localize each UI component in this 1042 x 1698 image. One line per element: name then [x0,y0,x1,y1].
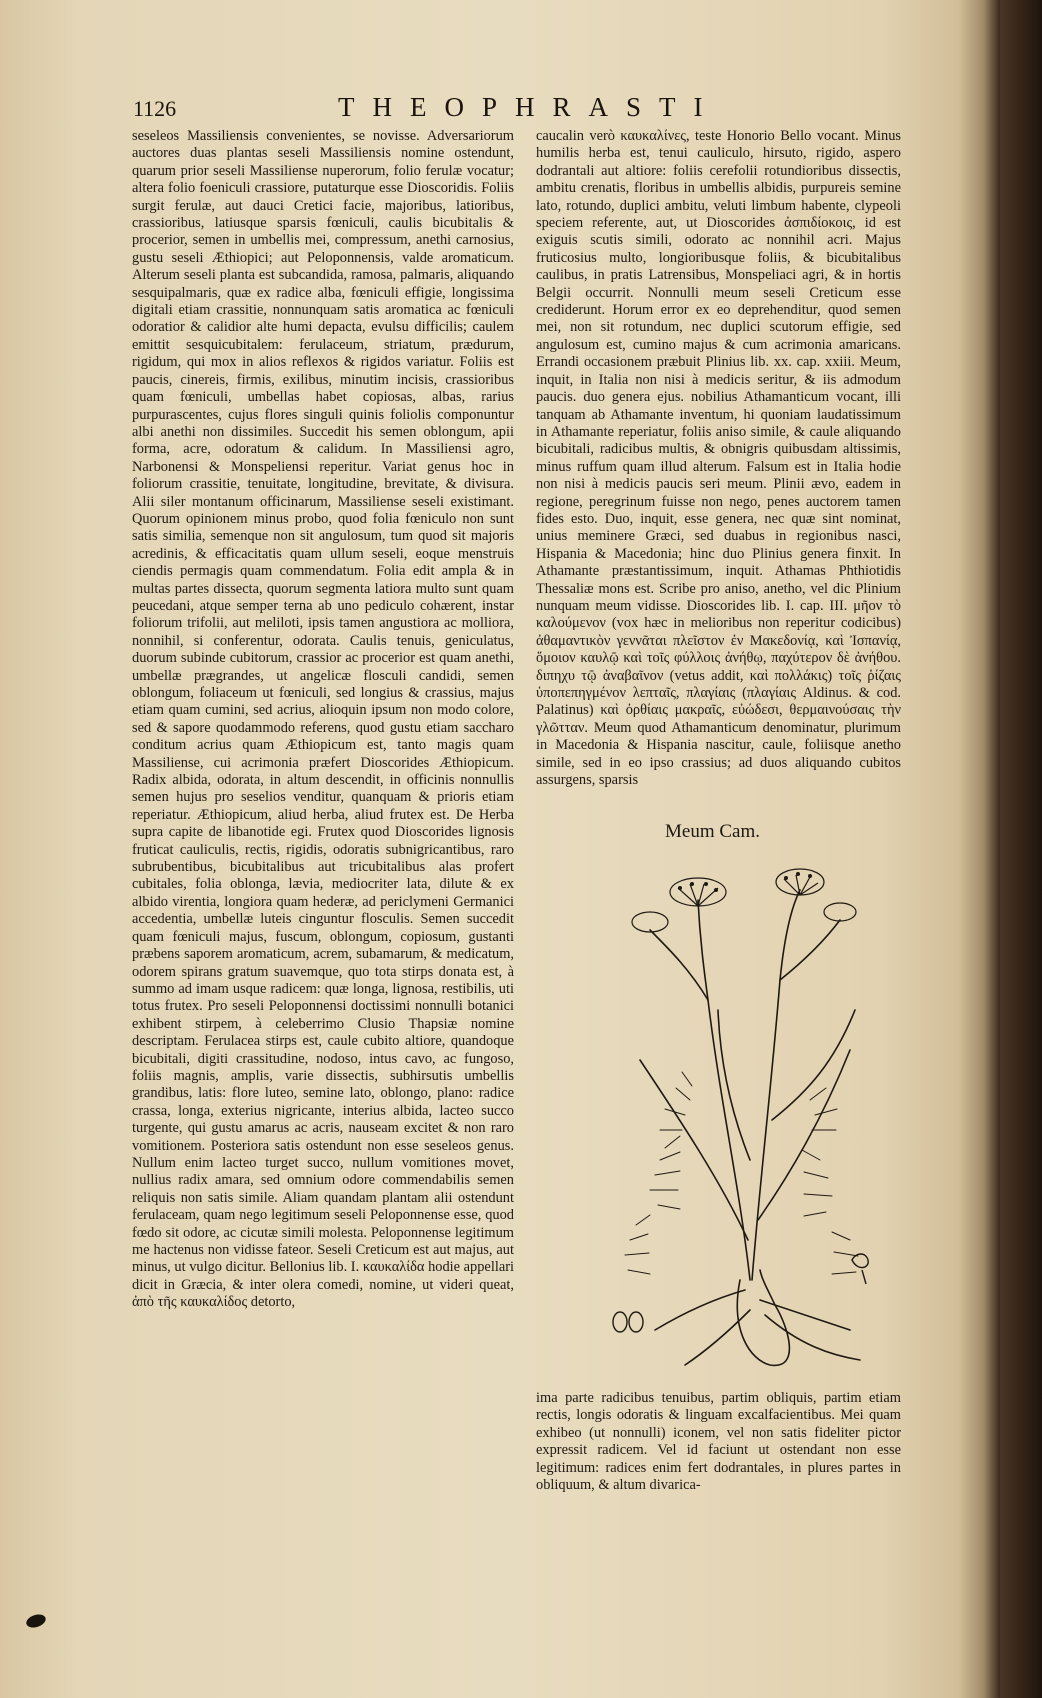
ink-blot-icon [25,1612,48,1630]
book-binding [1000,0,1042,1698]
page-header [133,92,721,126]
right-text-column-bottom [536,1390,901,1494]
right-text-column-top [536,128,901,789]
figure-caption: Meum Cam. [665,821,760,842]
left-text-column [132,128,514,1312]
running-title: THEOPHRASTI [338,92,721,122]
left-column-text: seseleos Massiliensis convenientes, se novisse. Adversariorum auctores duas plantas seseli Massiliensis nomine ostendunt, quarum prior seseli Massiliense nuperorum, folio ferulæ vocatur; altera folio foeniculi crassiore, putaturque esse Dioscoridis. Foliis surgit ferulæ, aut dauci Cretici facie, majoribus, latioribus, crassioribus, latiusque sparsis fœniculi, caulis bicubitalis & procerior, semen in umbellis mei, compressum, anethi carnosius, gustu seseli Æthiopici; aut Peloponnensis, valde aromaticum. Alterum seseli planta est subcandida, ramosa, palmaris, aliquando sesquipalmaris, quæ ex radice alba, fœniculi effigie, longissima digitali etiam crassitie, nonnunquam satis aromatica ac fœniculi odoratior & calidior alte humi depacta, evulsu difficilis; caulem emittit sesquicubitalem: ferulaceum, striatum, prædurum, rigidum, qui mox in alios reflexos & rigidos variatur. Foliis est paucis, cinereis, firmis, exilibus, minutim incisis, crassioribus quam fœniculi, umbellas habet copiosas, albas, rarius purpurascentes, cujus flores singuli quinis foliolis componuntur albi anethi non dissimiles. Succedit his semen oblongum, apii forma, acre, odoratum & calidum. In Massiliensi agro, Narbonensi & Monspeliensi reperitur. Variat genus hoc in foliorum crassitie, tenuitate, longitudine, brevitate, & divisura. Alii siler montanum officinarum, Massiliense seseli existimant. Quorum opinionem minus probo, quod folia fœniculo non sunt satis similia, semenque non sit angulosum, tum quod sit majoris acredinis, & efficacitatis quam ullum seseli, eoque menstruis ciendis permagis quam commendatum. Folia edit ampla & in multas partes dissecta, quorum segmenta latiora multo sunt quam peucedani, atque semper terna ab uno pediculo cohærent, instar foliorum trifolii, aut meliloti, ipsis tamen angustiora ac molliora, nonnihil, si conferentur, odorata. Caulis tenuis, geniculatus, duorum subinde cubitorum, crassior ac procerior est quam anethi, umbellæ prægrandes, ut angelicæ flosculi candidi, semen oblongum, foliaceum ut fœniculi, sed longius & crassius, majus etiam quam cumini, sed acrius, alioquin ipsum non modo colore, sed & sapore quodammodo referens, quod gustu etiam saccharo conditum acrius quam Æthiopicum est, tanto magis quam Massiliense, cui acrimonia præfert Dioscorides Æthiopicum. Radix albida, odorata, in altum descendit, in officinis nonnullis semen hujus pro seselios venditur, quanquam & prioris etiam reperiatur. Æthiopicum, aliud herba, aliud frutex est. De Herba supra capite de libanotide egi. Frutex quod Dioscorides lignosis fruticat cauliculis, rectis, rigidis, odoratis subnigricantibus, raro subrubentibus, bicubitalibus aut tricubitalibus alas profert cubitales, folia oblonga, lævia, mediocriter lata, dilute & ex albido virentia, longiora quam hederæ, ad periclymeni Germanici accedentia, umbellæ luteis cinguntur flosculis. Semen succedit quam fœniculi majus, fuscum, oblongum, copiosum, gustanti præbens saporem aromaticum, acrem, subamarum, & medicatum, odorem spirans gratum suavemque, quo tota stirps donata est, à summo ad imam usque radicem: quæ longa, lignosa, restibilis, uti totus frutex. Pro seseli Peloponnensi doctissimi nonnulli botanici exhibent stirpem, à celeberrimo Clusio Thapsiæ nomine descriptam. Ferulacea stirps est, caule cubito altiore, quandoque bicubitali, digiti crassitudine, nodoso, intus cavo, ac fungoso, foliis magnis, amplis, varie dissectis, subhirsutis umbellis grandibus, latis: flore luteo, semine lato, oblongo, plano: radice crassa, longa, exterius nigricante, interius albida, lacteo succo turgente, qui gustu amarus ac acris, nauseam excitet & non raro vomitionem. Posteriora satis ostendunt non esse seseleos genus. Nullum enim lacteo turget succo, nullum vomitiones movet, nullius radix amara, sed omnium odore commendabilis semen reliquis non satis simile. Aliam quandam plantam alii ostendunt ferulaceam, quam nego legitimum seseli Peloponnense esse, quod fœdo sit odore, ac cicutæ simili molesta. Peloponnense legitimum me hactenus non vidisse fateor. Seseli Creticum est aut majus, aut minus, ut vulgo dicitur. Bellonius lib. I. καυκαλίδα hodie appellari dicit in Græcia, & inter olera comedi, nomine, ut videri queat, ἀπὸ τῆς καυκαλίδος detorto, [132,128,514,1311]
right-column-bottom-text: ima parte radicibus tenuibus, partim obliquis, partim etiam rectis, longis odoratis & linguam excalfacientibus. Mei quam exhibeo (ut nonnulli) iconem, vel non satis fideliter pictor expressit radicem. Vel id faciunt ut ostendant non esse legitimum: radices enim fert dodrantales, in plures partes in obliquum, & altum divarica- [536,1390,901,1494]
page-edge-shadow [958,0,1000,1698]
seed-woodcut-right-icon [852,1254,868,1284]
meum-plant-woodcut-icon [600,860,890,1370]
right-column-top-text: caucalin verò καυκαλίνες, teste Honorio Bello vocant. Minus humilis herba est, tenui cauliculo, hirsuto, rigido, aspero dodrantali aut altiore: foliis cerefolii rotundioribus dissectis, ambitu crenatis, floribus in umbellis albidis, purpureis semine lato, rotundo, duplici ambitu, veluti limbum habente, clypeoli speciem referente, aut, ut Dioscorides ἀσπιδίοκοις, id est exiguis scutis simili, odorato ac nonnihil acri. Majus fruticosius multo, longioribusque foliis, & bicubitalibus caulibus, in pratis Latrensibus, Monspeliaci agri, & in hortis Belgii occurrit. Nonnulli meum seseli Creticum esse crediderunt. Horum error ex eo deprehenditur, quod semen mei, non sit rotundum, nec duplici scutorum effigie, sed angulosum est, cumino majus & cum acrimonia amaricans. Errandi occasionem præbuit Plinius lib. xx. cap. xxiii. Meum, inquit, in Italia non nisi à medicis seritur, & iis admodum paucis. duo genera ejus. nobilius Athamanticum vocant, illi tanquam ab Athamante inventum, hi quoniam laudatissimum in Athamante reperiatur, foliis aniso simile, & caule aliquando bicubitali, radicibus multis, & obnigris quibusdam altissimis, minus ruffum quam illud alterum. Falsum est in Italia hodie non nisi à medicis paucis seri meum. Plinii ævo, eadem in regione, peregrinum fuisse non nego, penes auctorem tamen fides esto. Duo, inquit, esse genera, nec quæ sint nominat, unius meminere Græci, sed duabus in regionibus nasci, Hispania & Macedonia; hinc duo Plinius genera finxit. In Athamante præstantissimum, inquit. Athamas Phthiotidis Thessaliæ mons est. Scribe pro aniso, anetho, vel dic Plinium nunquam meum vidisse. Dioscorides lib. I. cap. III. μῆον τὸ καλούμενον (vox hæc in melioribus non reperitur codicibus) ἀθαμαντικὸν γεννᾶται πλεῖστον ἐν Μακεδονίᾳ, καὶ Ἰσπανίᾳ, ὅμοιον καυλῷ καὶ τοῖς φύλλοις ἀνήθῳ, παχύτερον δὲ ἀνήθου. διπηχυ τῷ ἀναβαῖνον (vetus addit, καὶ πολλάκις) τοῖς ῥίζαις ὑποπεπηγμένον λεπταῖς, πλαγίαις (πλαγίαις Aldinus. & cod. Palatinus) καὶ ὀρθίαις μακραῖς, εὐώδεσι, θερμαινούσαις τὴν γλῶτταν. Meum quod Athamanticum denominatur, plurimum in Macedonia & Hispania nascitur, caule, foliisque anetho simile, sed in eo ipso crassius; ad duos aliquando cubitos assurgens, sparsis [536,128,901,789]
seed-woodcut-left-icon [613,1312,643,1332]
page-number: 1126 [133,96,177,121]
